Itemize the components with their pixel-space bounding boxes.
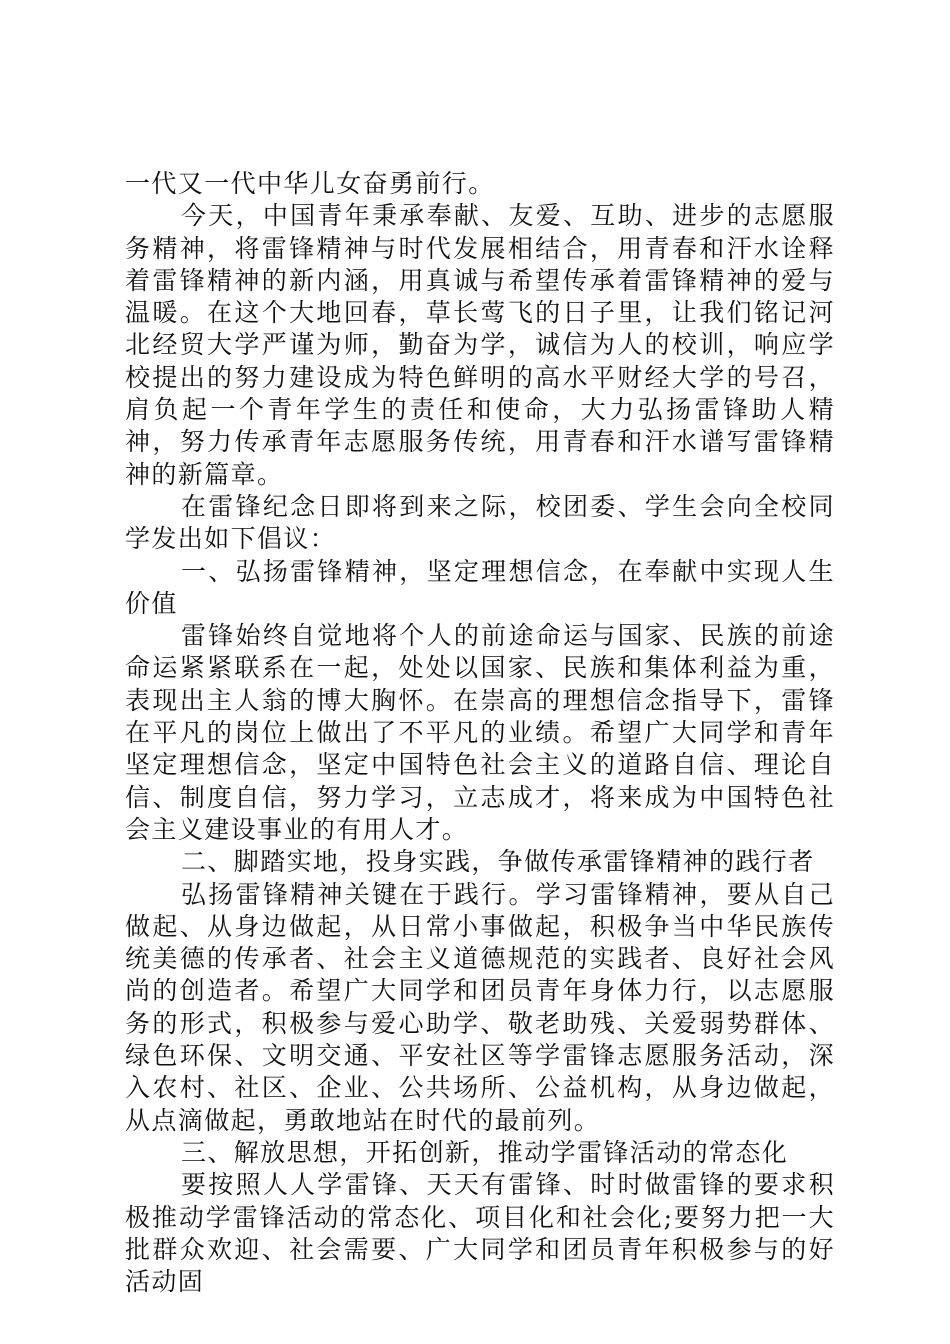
document-body [125, 168, 835, 1298]
section-heading-3: 三、解放思想，开拓创新，推动学雷锋活动的常态化 [181, 1137, 789, 1167]
body-paragraph-proposal-intro: 在雷锋纪念日即将到来之际，校团委、学生会向全校同学发出如下倡议： [125, 491, 835, 554]
body-paragraph-section-3: 要按照人人学雷锋、天天有雷锋、时时做雷锋的要求积极推动学雷锋活动的常态化、项目化和社会化;要努力把一大批群众欢迎、社会需要、广大同学和团员青年积极参与的好活动固 [125, 1170, 835, 1297]
section-heading-1: 一、弘扬雷锋精神，坚定理想信念，在奉献中实现人生价值 [125, 556, 835, 618]
continuation-paragraph: 一代又一代中华儿女奋勇前行。 [125, 169, 495, 198]
body-paragraph-section-1: 雷锋始终自觉地将个人的前途命运与国家、民族的前途命运紧紧联系在一起，处处以国家、民族和集体利益为重，表现出主人翁的博大胸怀。在崇高的理想信念指导下，雷锋在平凡的岗位上做出了不平凡的业绩。希望广大同学和青年坚定理想信念，坚定中国特色社会主义的道路自信、理论自信、制度自信，努力学习，立志成才，将来成为中国特色社会主义建设事业的有用人才。 [125, 621, 835, 844]
body-paragraph-section-2: 弘扬雷锋精神关键在于践行。学习雷锋精神，要从自己做起、从身边做起，从日常小事做起，积极争当中华民族传统美德的传承者、社会主义道德规范的实践者、良好社会风尚的创造者。希望广大同学和团员青年身体力行，以志愿服务的形式，积极参与爱心助学、敬老助残、关爱弱势群体、绿色环保、文明交通、平安社区等学雷锋志愿服务活动，深入农村、社区、企业、公共场所、公益机构，从身边做起，从点滴做起，勇敢地站在时代的最前列。 [125, 879, 835, 1135]
body-paragraph-youth-spirit: 今天，中国青年秉承奉献、友爱、互助、进步的志愿服务精神，将雷锋精神与时代发展相结合，用青春和汗水诠释着雷锋精神的新内涵，用真诚与希望传承着雷锋精神的爱与温暖。在这个大地回春，草长莺飞的日子里，让我们铭记河北经贸大学严谨为师，勤奋为学，诚信为人的校训，响应学校提出的努力建设成为特色鲜明的高水平财经大学的号召，肩负起一个青年学生的责任和使命，大力弘扬雷锋助人精神，努力传承青年志愿服务传统，用青春和汗水谱写雷锋精神的新篇章。 [125, 201, 835, 489]
section-heading-2: 二、脚踏实地，投身实践，争做传承雷锋精神的践行者 [181, 847, 815, 877]
